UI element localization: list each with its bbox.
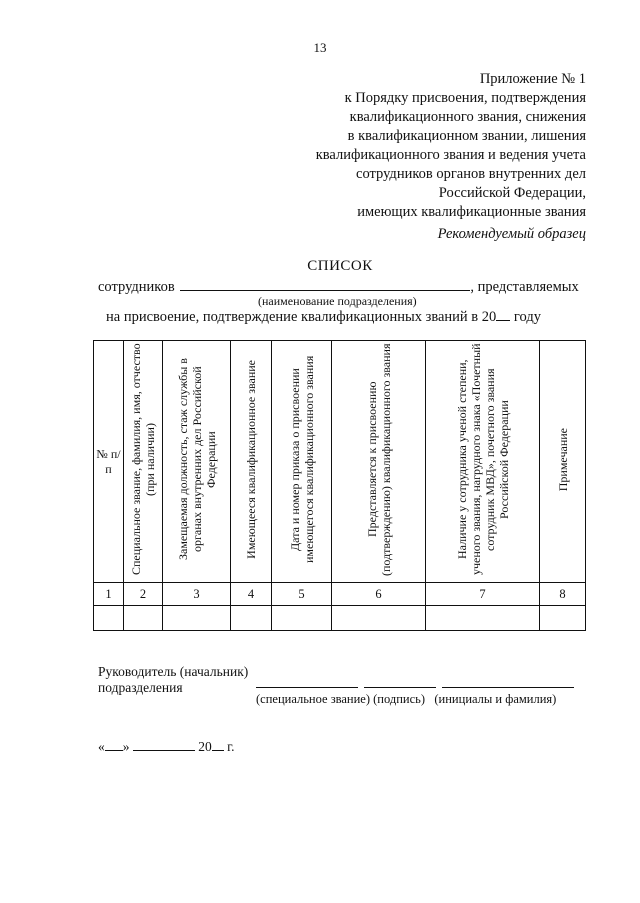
employees-table xyxy=(93,340,586,631)
table-cell xyxy=(540,606,586,631)
date-close-quote: » xyxy=(122,739,130,754)
header-cell xyxy=(163,341,231,583)
header-cell xyxy=(426,341,540,583)
header-cell xyxy=(540,341,586,583)
purpose-line xyxy=(106,308,541,326)
employees-suffix: , представляемых xyxy=(470,279,579,295)
employees-prefix: сотрудников xyxy=(98,279,175,295)
header-cell xyxy=(94,341,124,583)
table-header-row xyxy=(94,341,586,583)
header-name: Специальное звание, фамилия, имя, отчество (при наличии) xyxy=(129,343,157,576)
signature-blank xyxy=(364,687,436,688)
table-cell xyxy=(272,606,332,631)
table-row xyxy=(94,606,586,631)
head-title-line: подразделения xyxy=(98,680,183,695)
header-degrees: Наличие у сотрудника ученой степени, ученого звания, нагрудного знака «Почетный сотрудник МВД», почетного звания Российской Федерации xyxy=(454,343,511,576)
date-open-quote: « xyxy=(98,739,105,754)
table-cell xyxy=(94,606,124,631)
appendix-line: к Порядку присвоения, подтверждения xyxy=(344,90,586,106)
column-number: 3 xyxy=(163,583,231,606)
date-line xyxy=(98,738,235,755)
header-cell xyxy=(124,341,163,583)
header-number: № п/п xyxy=(96,446,121,476)
column-number: 1 xyxy=(94,583,124,606)
year-prefix: 20 xyxy=(198,739,212,754)
appendix-line: Российской Федерации, xyxy=(438,185,586,201)
column-number-row xyxy=(94,583,586,606)
header-note: Примечание xyxy=(555,427,570,492)
appendix-line: Приложение № 1 xyxy=(479,71,586,87)
column-number: 6 xyxy=(332,583,426,606)
appendix-line: сотрудников органов внутренних дел xyxy=(356,166,586,182)
header-order: Дата и номер приказа о присвоении имеющегося квалификационного звания xyxy=(287,355,316,564)
name-blank xyxy=(442,687,574,688)
rank-blank xyxy=(256,687,358,688)
purpose-prefix: на присвоение, подтверждение квалификационных званий в 20 xyxy=(106,309,497,325)
header-current-rank: Имеющееся квалификационное звание xyxy=(244,360,258,559)
department-blank xyxy=(180,276,470,291)
signature-caption: (специальное звание) (подпись) (инициалы и фамилия) xyxy=(256,692,557,706)
day-blank xyxy=(105,738,123,751)
header-cell xyxy=(272,341,332,583)
appendix-block xyxy=(316,70,586,222)
header-position: Замещаемая должность, стаж службы в органах внутренних дел Российской Федерации xyxy=(175,358,218,561)
department-caption: (наименование подразделения) xyxy=(258,294,417,308)
column-number: 2 xyxy=(124,583,163,606)
purpose-suffix: году xyxy=(513,309,541,325)
head-title-line: Руководитель (начальник) xyxy=(98,664,249,679)
table-cell xyxy=(124,606,163,631)
year-suffix: г. xyxy=(227,739,235,754)
appendix-line: имеющих квалификационные звания xyxy=(357,204,586,220)
table-cell xyxy=(163,606,231,631)
employees-line xyxy=(98,276,579,296)
appendix-line: квалификационного звания и ведения учета xyxy=(315,147,586,163)
column-number: 8 xyxy=(540,583,586,606)
document-title: СПИСОК xyxy=(307,258,373,274)
year-blank xyxy=(496,308,510,321)
page-number: 13 xyxy=(313,40,327,55)
table-cell xyxy=(231,606,272,631)
header-cell xyxy=(231,341,272,583)
header-cell xyxy=(332,341,426,583)
head-title xyxy=(98,664,248,696)
month-blank xyxy=(133,738,195,751)
table-cell xyxy=(426,606,540,631)
column-number: 7 xyxy=(426,583,540,606)
header-proposed-rank: Представляется к присвоению (подтверждению) квалификационного звания xyxy=(364,343,393,576)
appendix-line: в квалификационном звании, лишения xyxy=(347,128,586,144)
sample-label: Рекомендуемый образец xyxy=(437,226,586,242)
table-cell xyxy=(332,606,426,631)
appendix-line: квалификационного звания, снижения xyxy=(349,109,586,125)
column-number: 4 xyxy=(231,583,272,606)
column-number: 5 xyxy=(272,583,332,606)
year-blank-date xyxy=(212,738,224,751)
